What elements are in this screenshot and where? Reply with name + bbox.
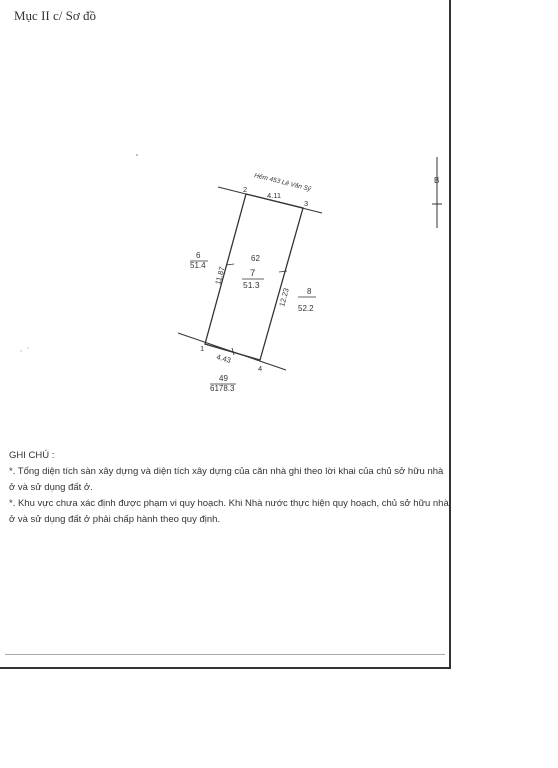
top-dimension: 4.11 [267, 191, 282, 200]
north-label: B [434, 176, 440, 185]
notes-title: GHI CHÚ : [9, 450, 55, 461]
right-parcel-number: 8 [307, 287, 312, 296]
scan-speck [27, 347, 28, 348]
note-item: *. Khu vực chưa xác định được phạm vi quy hoạch. Khi Nhà nước thực hiện quy hoạch, chủ sở hữu nhà ở và sử dụng đất ở phải chấp hành theo quy định. [9, 498, 449, 525]
point-1-label: 1 [200, 344, 205, 353]
scan-speck [136, 154, 138, 156]
left-parcel-area: 51.4 [190, 261, 206, 270]
scan-speck [20, 350, 21, 351]
sheet-number: 62 [251, 254, 260, 263]
right-dimension: 12.23 [277, 287, 291, 308]
frame-right-border [449, 0, 451, 668]
point-2-label: 2 [243, 185, 248, 194]
point-3-label: 3 [304, 199, 309, 208]
bottom-parcel-number: 49 [219, 374, 228, 383]
note-item: *. Tổng diện tích sàn xây dựng và diện tích xây dựng của căn nhà ghi theo lời khai của chủ sở hữu nhà ở và sử dụng đất ở. [9, 466, 444, 493]
main-parcel-area: 51.3 [243, 280, 260, 290]
notes-section [9, 448, 449, 528]
point-4-label: 4 [258, 364, 263, 373]
bottom-dimension: 4.43 [215, 352, 232, 365]
right-parcel-area: 52.2 [298, 304, 314, 313]
left-dimension: 11.87 [213, 265, 227, 286]
street-label: Hẻm 453 Lê Văn Sỹ [253, 172, 312, 194]
frame-inner-bottom-line [5, 654, 445, 655]
frame-bottom-border [0, 667, 451, 669]
left-parcel-number: 6 [196, 251, 201, 260]
main-parcel-number: 7 [250, 268, 256, 279]
bottom-parcel-area: 6178.3 [210, 384, 235, 393]
section-heading: Mục II c/ Sơ đồ [14, 8, 96, 23]
right-tick [279, 271, 287, 272]
